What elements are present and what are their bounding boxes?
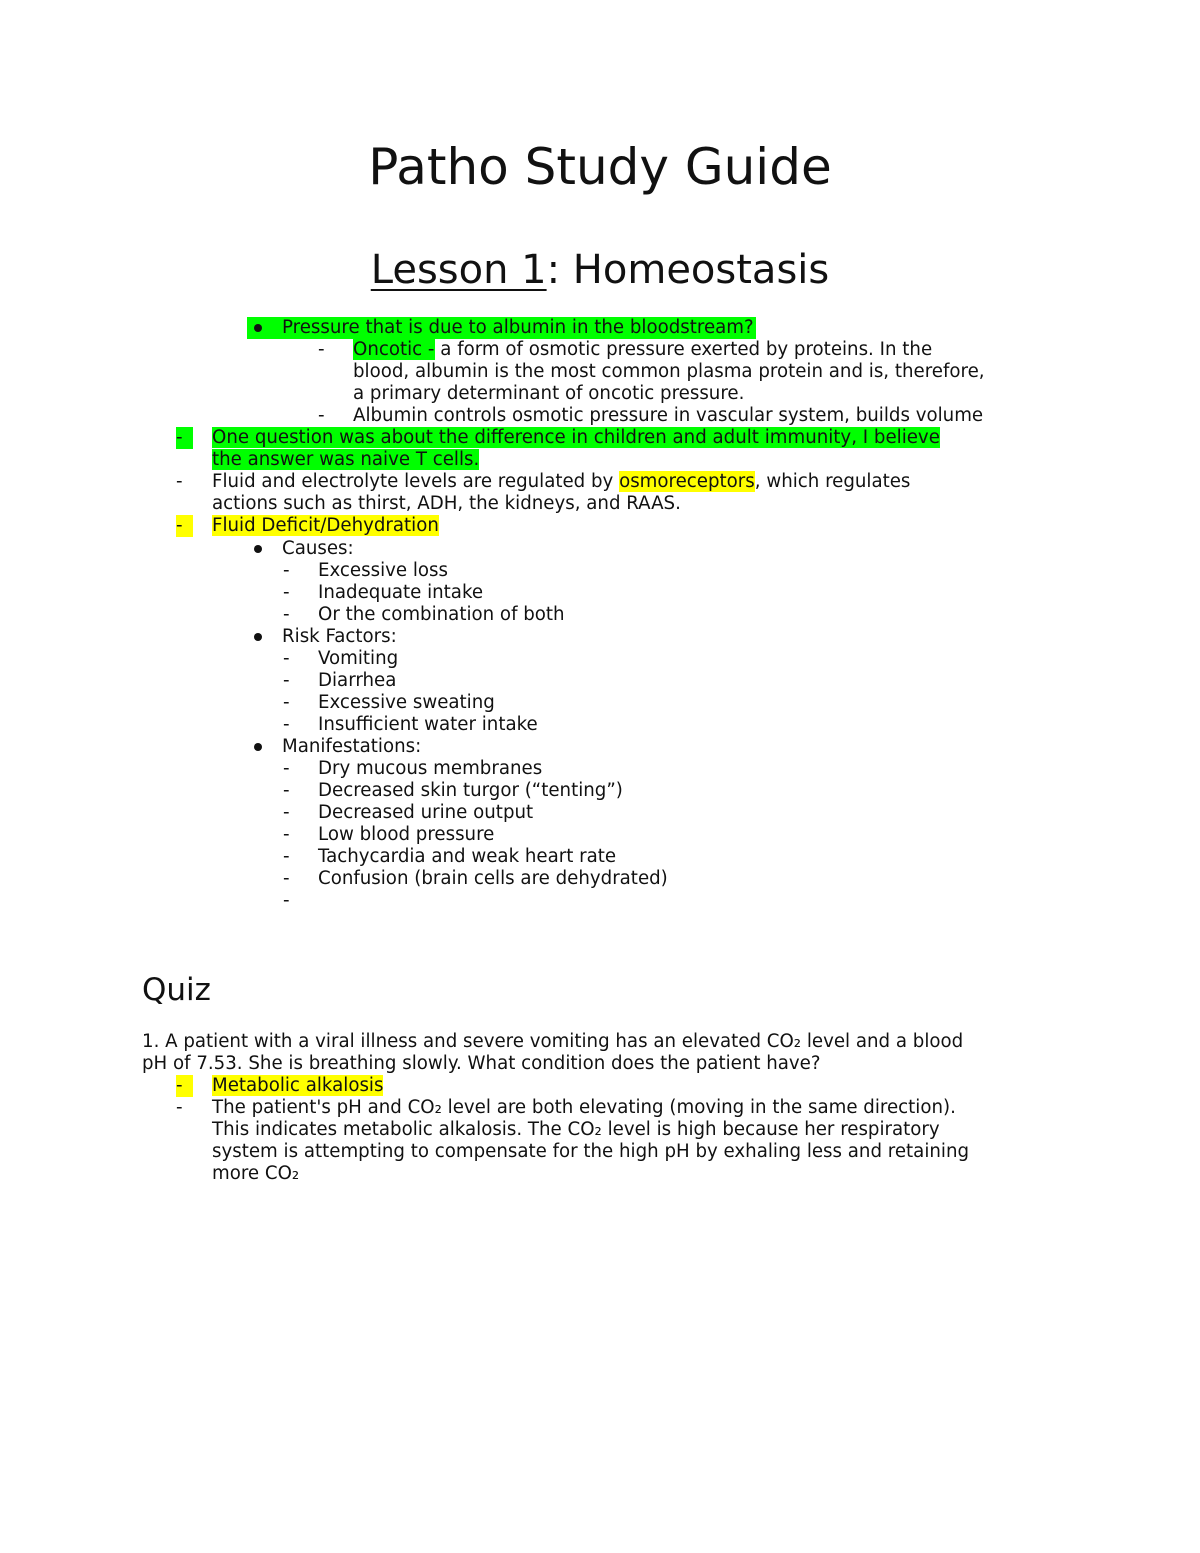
dash-marker: - — [283, 868, 290, 889]
oncotic-term: Oncotic - — [353, 339, 435, 360]
dash-marker: - — [318, 405, 325, 426]
oncotic-line-2: blood, albumin is the most common plasma protein and is, therefore, — [353, 361, 985, 382]
osmoreceptors-term: osmoreceptors — [619, 471, 755, 492]
lesson-heading — [0, 242, 1200, 298]
dash-marker: - — [283, 692, 290, 713]
bullet-icon — [254, 633, 262, 641]
manifestation-item: Tachycardia and weak heart rate — [318, 846, 617, 867]
dash-marker: - — [283, 846, 290, 867]
immunity-text-2: the answer was naive T cells. — [212, 449, 480, 470]
immunity-line-1 — [212, 427, 940, 449]
manifestation-item: Decreased urine output — [318, 802, 534, 823]
quiz-question-line-1: 1. A patient with a viral illness and severe vomiting has an elevated CO₂ level and a blood — [142, 1031, 964, 1052]
deficit-heading-line — [212, 515, 439, 537]
quiz-explanation-line-1: The patient's pH and CO₂ level are both elevating (moving in the same direction). — [212, 1097, 956, 1118]
dash-marker: - — [283, 802, 290, 823]
dash-marker: - — [318, 339, 325, 360]
pressure-question: Pressure that is due to albumin in the bloodstream? — [282, 317, 754, 338]
dash-marker: - — [283, 758, 290, 779]
dash-marker: - — [176, 515, 193, 537]
risk-item: Insufficient water intake — [318, 714, 538, 735]
fluid-line-2: actions such as thirst, ADH, the kidneys, and RAAS. — [212, 493, 681, 514]
manifestations-label: Manifestations: — [282, 736, 422, 757]
bullet-icon — [254, 324, 262, 332]
dash-marker: - — [283, 604, 290, 625]
dash-marker: - — [283, 714, 290, 735]
document-title: Patho Study Guide — [368, 138, 832, 196]
cause-item: Or the combination of both — [318, 604, 565, 625]
quiz-answer: Metabolic alkalosis — [212, 1075, 384, 1096]
lesson-topic: Homeostasis — [560, 247, 830, 293]
dash-marker: - — [176, 1097, 183, 1118]
manifestation-item: Decreased skin turgor (“tenting”) — [318, 780, 623, 801]
lesson-colon: : — [546, 247, 561, 293]
oncotic-line-3: a primary determinant of oncotic pressure. — [353, 383, 745, 404]
oncotic-definition-start: a form of osmotic pressure exerted by proteins. In the — [434, 339, 933, 360]
causes-label: Causes: — [282, 538, 354, 559]
immunity-text-1: One question was about the difference in children and adult immunity, I believe — [212, 427, 940, 448]
risk-item: Excessive sweating — [318, 692, 495, 713]
manifestation-item: Confusion (brain cells are dehydrated) — [318, 868, 668, 889]
fluid-text-end: , which regulates — [754, 471, 911, 492]
cause-item: Excessive loss — [318, 560, 448, 581]
dash-marker: - — [283, 780, 290, 801]
dash-marker: - — [283, 582, 290, 603]
cause-item: Inadequate intake — [318, 582, 484, 603]
deficit-heading: Fluid Deficit/Dehydration — [212, 515, 439, 536]
risk-item: Diarrhea — [318, 670, 397, 691]
quiz-explanation-line-3: system is attempting to compensate for the high pH by exhaling less and retaining — [212, 1141, 970, 1162]
bullet-icon — [254, 743, 262, 751]
dash-marker: - — [283, 824, 290, 845]
quiz-heading: Quiz — [142, 972, 211, 1008]
immunity-line-2 — [212, 449, 479, 471]
pressure-question-highlight — [247, 317, 756, 339]
fluid-line-1 — [212, 471, 910, 493]
oncotic-line-1 — [353, 339, 932, 361]
fluid-text-start: Fluid and electrolyte levels are regulated by — [212, 471, 620, 492]
dash-marker: - — [283, 560, 290, 581]
lesson-label: Lesson 1 — [370, 247, 547, 293]
dash-marker: - — [283, 648, 290, 669]
bullet-icon — [254, 545, 262, 553]
albumin-note: Albumin controls osmotic pressure in vascular system, builds volume — [353, 405, 984, 426]
dash-marker: - — [176, 427, 193, 449]
quiz-answer-line — [212, 1075, 383, 1097]
manifestation-item: Low blood pressure — [318, 824, 495, 845]
dash-marker: - — [283, 670, 290, 691]
quiz-question-line-2: pH of 7.53. She is breathing slowly. What condition does the patient have? — [142, 1053, 821, 1074]
risk-label: Risk Factors: — [282, 626, 397, 647]
dash-marker: - — [176, 1075, 193, 1097]
dash-marker-empty-item: - — [283, 890, 290, 911]
quiz-explanation-line-4: more CO₂ — [212, 1163, 300, 1184]
manifestation-item: Dry mucous membranes — [318, 758, 543, 779]
risk-item: Vomiting — [318, 648, 399, 669]
dash-marker: - — [176, 471, 183, 492]
quiz-explanation-line-2: This indicates metabolic alkalosis. The CO₂ level is high because her respiratory — [212, 1119, 940, 1140]
